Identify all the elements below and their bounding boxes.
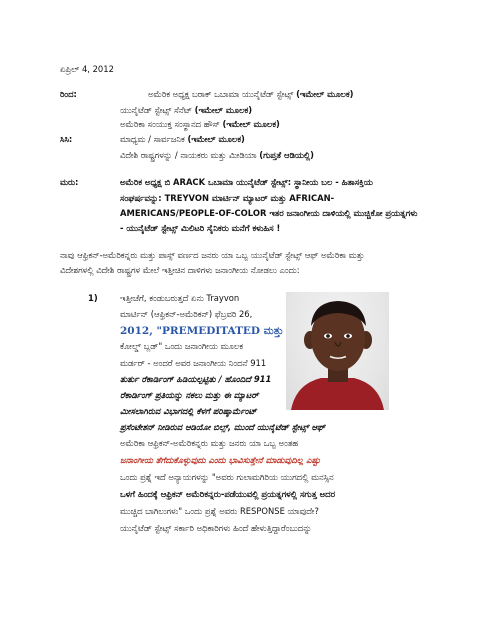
item-line-8: ಮೀಸಲಾಗಿರುವ ವಿಭಾಗದಲ್ಲಿ ಕೆಳಗೆ ಪರಿಷ್ಕಾರ್ಮೆಂಟ್ bbox=[120, 406, 257, 416]
item-line-7: ರೆಕಾರ್ಡಿಂಗ್ ಪ್ರತಿಯನ್ನು ನಕಲು ಮತ್ತು ಈ ಮ್ಯಾಟರ್ bbox=[120, 390, 259, 400]
intro-line-2: ವಿದೇಶಗಳಲ್ಲಿ ವಿದೇಶಿ ರಾಷ್ಟ್ರಗಳ ಮೇಲೆ ಇತ್ತೀಚಿನ ದಾಳಿಗಳು ಜನಾಂಗೀಯ ನೋಡಲು ಎಂದು: bbox=[60, 265, 300, 275]
intro-line-1: ನಾವು ಆಫ್ರಿಕನ್-ಅಮೆರಿಕನ್ನರು ಮತ್ತು ಪಾಸ್ಸ್ ವರ್ಣದ ಜನರು ಯಾ ಒಬ್ಬ ಯುನೈಟೆಡ್ ಸ್ಟೇಟ್ಸ್ ಆಫ್ ಅಮೆರಿಕಾ ಮತ್ತು bbox=[60, 250, 365, 260]
item-line-4: ಕೋಲ್ಡ್ ಬ್ಲಡ್" ಒಂದು ಜನಾಂಗೀಯ ಮೂಲಕ bbox=[120, 341, 243, 351]
item-line-1: ಇತ್ತೀಚೆಗೆ, ಕಂಡುಬರುತ್ತದೆ ಏನು Trayvon bbox=[120, 293, 240, 303]
to-line-2: ಯುನೈಟೆಡ್ ಸ್ಟೇಟ್ಸ್ ಸೆನೆಟ್ (ಇಮೇಲ್ ಮೂಲಕ) bbox=[120, 105, 253, 115]
to-line-1: ಅಮೆರಿಕ ಅಧ್ಯಕ್ಷ ಬರಾಕ್ ಒಬಾಮಾ ಯುನೈಟೆಡ್ ಸ್ಟೇಟ್ಸ್ (ಇಮೇಲ್ ಮೂಲಕ) bbox=[148, 89, 354, 99]
re-label: ಮರು: bbox=[60, 177, 79, 187]
cc-line-2: ವಿದೇಶಿ ರಾಷ್ಟ್ರಗಳನ್ನು / ನಾಯಕರು ಮತ್ತು ಮೀಡಿಯಾ (ಗುಪ್ತತೆ ಆಡಿಯಲ್ಲಿ) bbox=[120, 150, 314, 160]
item-line-3: 2012, "PREMEDITATED ಮತ್ತು bbox=[120, 325, 284, 337]
item-line-13: ಒಳಗೆ ಹಿಂದಕ್ಕೆ ಆಫ್ರಿಕನ್ ಅಮೆರಿಕನ್ನರು-ಪಡೆಯುವಲ್ಲಿ ಪ್ರಯತ್ನಗಳಲ್ಲಿ ಸಗುತ್ತ ಅದರ bbox=[120, 489, 336, 499]
item-line-12: ಒಂದು ಪ್ರಶ್ನೆ ಇದೆ ಅನ್ಯಾಯಗಳನ್ನು "ಅವರು ಗುಲಾಮಗಿರಿಯ ಯುಗದಲ್ಲಿ ಮನಸ್ಸಿನ bbox=[120, 472, 334, 482]
re-line-3: AMERICANS/PEOPLE-OF-COLOR ಇತರ ಜನಾಂಗೀಯ ದಾಳಿಯಲ್ಲಿ ಮುಚ್ಚಿಕೋ ಪ್ರಯತ್ನಗಳು bbox=[120, 208, 418, 218]
cc-label: ಸಿಸಿ: bbox=[60, 134, 73, 144]
item-line-6: ತುರ್ತು ರೆಕಾರ್ಡಿಂಗ್ ಹಿಡಿಯಲ್ಪಟ್ಟಿತು / ಹೊಂದಿದೆ 911 bbox=[120, 374, 272, 384]
item-line-5: ಮರ್ಡರ್ - ಅಂದರೆ ಅವರ ಜನಾಂಗೀಯ ನಿಂದನೆ 911 bbox=[120, 358, 267, 368]
re-line-4: - ಯುನೈಟೆಡ್ ಸ್ಟೇಟ್ಸ್ ಮಿಲಿಟರಿ ಸೈನಿಕರು ಮನೆಗೆ ಕಳುಹಿಸ ! bbox=[120, 223, 281, 233]
item-number: 1) bbox=[88, 293, 98, 303]
item-line-14: ಮುಚ್ಚಿದ ಬಾಗಿಲುಗಳು" ಒಂದು ಪ್ರಶ್ನೆ ಅವರು RESPONSE ಯಾವುದೇ? bbox=[120, 506, 319, 516]
to-label: ರಿಂದ: bbox=[60, 89, 77, 99]
item-line-15: ಯುನೈಟೆಡ್ ಸ್ಟೇಟ್ಸ್ ಸರ್ಕಾರಿ ಅಧಿಕಾರಿಗಳು ಹಿಂದೆ ಹೇಳುತ್ತಿದ್ದಾರೆಂಬುದನ್ನು bbox=[120, 523, 312, 533]
portrait-image bbox=[286, 292, 389, 410]
item-line-11: ಜನಾಂಗೀಯ ತೆಗೆದುಕೊಳ್ಳುವುದು ಎಂದು ಭಾವಿಸುತ್ತೇನೆ ಮಾಡುವುದಿಲ್ಲ ಎಷ್ಟು bbox=[120, 455, 321, 465]
re-line-2: ಸಂಘರ್ಷವನ್ನು: TREYVON ಮಾರ್ಟಿನ್ ಮ್ಯಾಟರ್ ಮತ್ತು AFRICAN- bbox=[120, 193, 335, 203]
re-line-1: ಅಮೆರಿಕ ಅಧ್ಯಕ್ಷ ಬಿ ARACK ಒಬಾಮಾ ಯುನೈಟೆಡ್ ಸ್ಟೇಟ್ಸ್: ಸ್ಥಾನೀಯ ಬಲ - ಹಿತಾಸಕ್ತಿಯ bbox=[120, 177, 373, 187]
item-line-10: ಅಮೆರಿಕಾ ಆಫ್ರಿಕನ್-ಅಮೆರಿಕನ್ನರು ಮತ್ತು ಜನರು ಯಾ ಒಬ್ಬ ಅಂತಹ bbox=[120, 438, 299, 448]
to-line-3: ಅಮೆರಿಕಾ ಸಂಯುಕ್ತ ಸಂಸ್ಥಾನದ ಹೌಸ್ (ಇಮೇಲ್ ಮೂಲಕ) bbox=[120, 119, 280, 129]
cc-line-1: ಮಾಧ್ಯಮ / ಸಾರ್ವಜನಿಕ (ಇಮೇಲ್ ಮೂಲಕ) bbox=[120, 134, 245, 144]
item-line-9: ಪ್ರಸೆಂಟೇಶನ್ ನೀಡಿರುವ ಆಡಿಯೋ ಬಿಲ್ಸ್, ಮುಂದೆ ಯುನೈಟೆಡ್ ಸ್ಟೇಟ್ಸ್ ಆಫ್ bbox=[120, 422, 326, 432]
letter-date: ಏಪ್ರಿಲ್ 4, 2012 bbox=[60, 64, 114, 74]
portrait-photo bbox=[286, 292, 389, 410]
item-line-2: ಮಾರ್ಟಿನ್ (ಆಫ್ರಿಕನ್-ಅಮೆರಿಕನ್) ಫೆಬ್ರವರಿ 26, bbox=[120, 309, 253, 319]
